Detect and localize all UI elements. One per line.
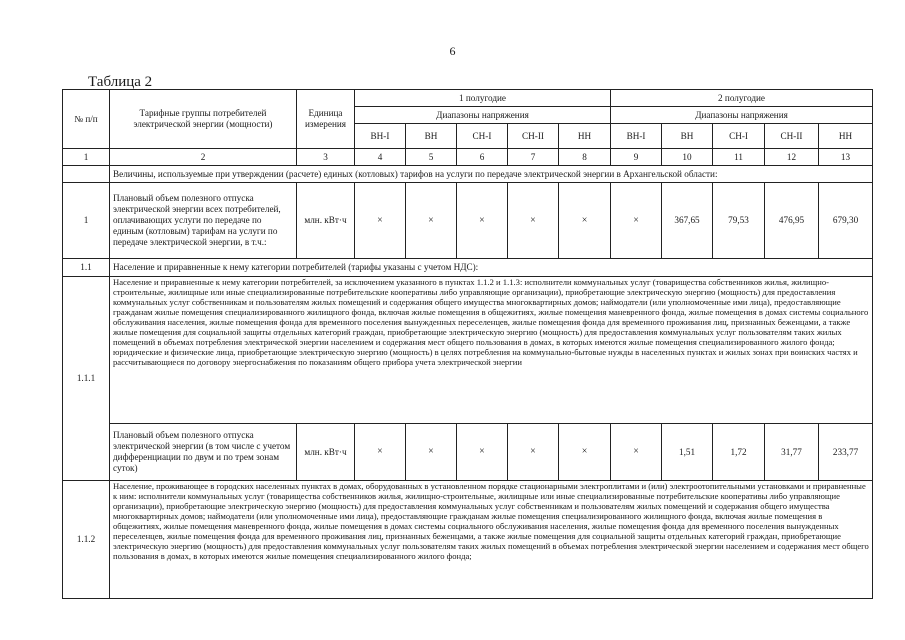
value-cell: 1,72 <box>713 424 765 481</box>
value-cell: 679,30 <box>819 183 873 259</box>
header-row-halves <box>63 90 873 107</box>
level-cell: НН <box>559 124 611 149</box>
table-title: Таблица 2 <box>88 74 153 90</box>
value-cell: 79,53 <box>713 183 765 259</box>
row-num: 1.1.1 <box>63 277 110 481</box>
value-cell: 1,51 <box>662 424 713 481</box>
section-text: Величины, используемые при утверждении (расчете) единых (котловых) тарифов на услуги по передаче электрической энергии в Архангельской области: <box>110 166 873 183</box>
level-cell: ВН-I <box>611 124 662 149</box>
value-cell: 367,65 <box>662 183 713 259</box>
header-unit: Единица измерения <box>297 90 355 149</box>
value-cell: × <box>508 424 559 481</box>
row-1-1-1-text <box>63 277 873 424</box>
value-cell: × <box>457 183 508 259</box>
col-number: 1 <box>63 149 110 166</box>
tariff-table <box>62 89 873 599</box>
level-cell: ВН <box>662 124 713 149</box>
value-cell: × <box>508 183 559 259</box>
value-cell: × <box>406 183 457 259</box>
col-number: 13 <box>819 149 873 166</box>
col-number: 11 <box>713 149 765 166</box>
row-num: 1.1.2 <box>63 481 110 599</box>
value-cell: × <box>406 424 457 481</box>
col-number: 8 <box>559 149 611 166</box>
row-num: 1.1 <box>63 259 110 277</box>
value-cell: 476,95 <box>765 183 819 259</box>
row-1-1-2 <box>63 481 873 599</box>
value-cell: × <box>611 183 662 259</box>
row-unit: млн. кВт·ч <box>297 183 355 259</box>
level-cell: СН-I <box>457 124 508 149</box>
col-number: 6 <box>457 149 508 166</box>
level-cell: НН <box>819 124 873 149</box>
level-cell: СН-I <box>713 124 765 149</box>
value-cell: 31,77 <box>765 424 819 481</box>
header-num: № п/п <box>63 90 110 149</box>
level-cell: СН-II <box>765 124 819 149</box>
value-cell: 233,77 <box>819 424 873 481</box>
col-number: 5 <box>406 149 457 166</box>
row-unit: млн. кВт·ч <box>297 424 355 481</box>
col-number: 7 <box>508 149 559 166</box>
row-desc: Плановый объем полезного отпуска электрической энергии всех потребителей, оплачивающих услуги по передаче по единым (котловым) тарифам на услуги по передаче электрической энергии, в т.ч.: <box>110 183 297 259</box>
row-text: Население, проживающее в городских населенных пунктах в домах, оборудованных в установленном порядке стационарными электроплитами и (или) электроотопительными установками и приравненные к ним: исполнители коммунальных услуг (товарищества собственников жилья, жилищно-строительные, жилищные или иные специализированные потребительские кооперативы либо управляющие организации), приобретающие электрическую энергию (мощность) для предоставления коммунальных услуг собственникам и пользователям жилых помещений и содержания общего имущества многоквартирных домов; наймодатели (или уполномоченные ими лица), предоставляющие гражданам жилые помещения специализированного жилищного фонда, включая жилые помещения в общежитиях, жилые помещения маневренного фонда, жилые помещения в домах системы социального обслуживания населения, жилые помещения фонда для временного поселения вынужденных переселенцев, жилые помещения фонда для временного проживания лиц, признанных беженцами, а также жилые помещения для социальной защиты отдельных категорий граждан, приобретающие электрическую энергию (мощность) для предоставления коммунальных услуг пользователям таких жилых помещений в объемах потребления электрической энергии населением и содержания мест общего пользования в домах, в которых имеются жилые помещения специализированного жилого фонда; <box>110 481 873 599</box>
header-group: Тарифные группы потребителей электрической энергии (мощности) <box>110 90 297 149</box>
col-number: 2 <box>110 149 297 166</box>
page-number: 6 <box>449 44 456 58</box>
row-text: Население и приравненные к нему категории потребителей, за исключением указанного в пунктах 1.1.2 и 1.1.3: исполнители коммунальных услуг (товарищества собственников жилья, жилищно-строительные, жилищные или иные специализированные потребительские кооперативы либо управляющие организации), приобретающие электрическую энергию (мощность) для предоставления коммунальных услуг собственникам и пользователям жилых помещений и содержания общего имущества многоквартирных домов; наймодатели (или уполномоченные ими лица), предоставляющие гражданам жилые помещения специализированного жилищного фонда, включая жилые помещения в общежитиях, жилые помещения маневренного фонда, жилые помещения в домах системы социального обслуживания населения, жилые помещения фонда для временного поселения вынужденных переселенцев, жилые помещения фонда для временного проживания лиц, признанных беженцами, а также жилые помещения для социальной защиты отдельных категорий граждан, приобретающие электрическую энергию (мощность) для предоставления коммунальных услуг пользователям таких жилых помещений в объемах потребления электрической энергии населением и содержания мест общего пользования в домах, в которых имеются жилые помещения специализированного жилого фонда; юридические и физические лица, приобретающие электрическую энергию (мощность) в целях потребления на коммунально-бытовые нужды в населенных пунктах и жилых зонах при воинских частях и рассчитывающиеся по договору энергоснабжения по показаниям общего прибора учета электрической энергии <box>110 277 873 424</box>
col-number: 12 <box>765 149 819 166</box>
row-desc: Плановый объем полезного отпуска электрической энергии (в том числе с учетом дифференциации по двум и по трем зонам суток) <box>110 424 297 481</box>
value-cell: × <box>457 424 508 481</box>
col-number: 3 <box>297 149 355 166</box>
row-1-1-1-values <box>63 424 873 481</box>
col-number: 9 <box>611 149 662 166</box>
level-cell: ВН-I <box>355 124 406 149</box>
row-num: 1 <box>63 183 110 259</box>
level-cell: ВН <box>406 124 457 149</box>
level-cell: СН-II <box>508 124 559 149</box>
row-text: Население и приравненные к нему категории потребителей (тарифы указаны с учетом НДС): <box>110 259 873 277</box>
header-ranges-2: Диапазоны напряжения <box>611 107 873 124</box>
value-cell: × <box>559 183 611 259</box>
header-half-2: 2 полугодие <box>611 90 873 107</box>
col-number: 10 <box>662 149 713 166</box>
value-cell: × <box>355 424 406 481</box>
row-1-1 <box>63 259 873 277</box>
row-1 <box>63 183 873 259</box>
col-number: 4 <box>355 149 406 166</box>
value-cell: × <box>559 424 611 481</box>
header-half-1: 1 полугодие <box>355 90 611 107</box>
value-cell: × <box>611 424 662 481</box>
column-number-row <box>63 149 873 166</box>
header-ranges-1: Диапазоны напряжения <box>355 107 611 124</box>
empty-cell <box>63 166 110 183</box>
section-row <box>63 166 873 183</box>
value-cell: × <box>355 183 406 259</box>
